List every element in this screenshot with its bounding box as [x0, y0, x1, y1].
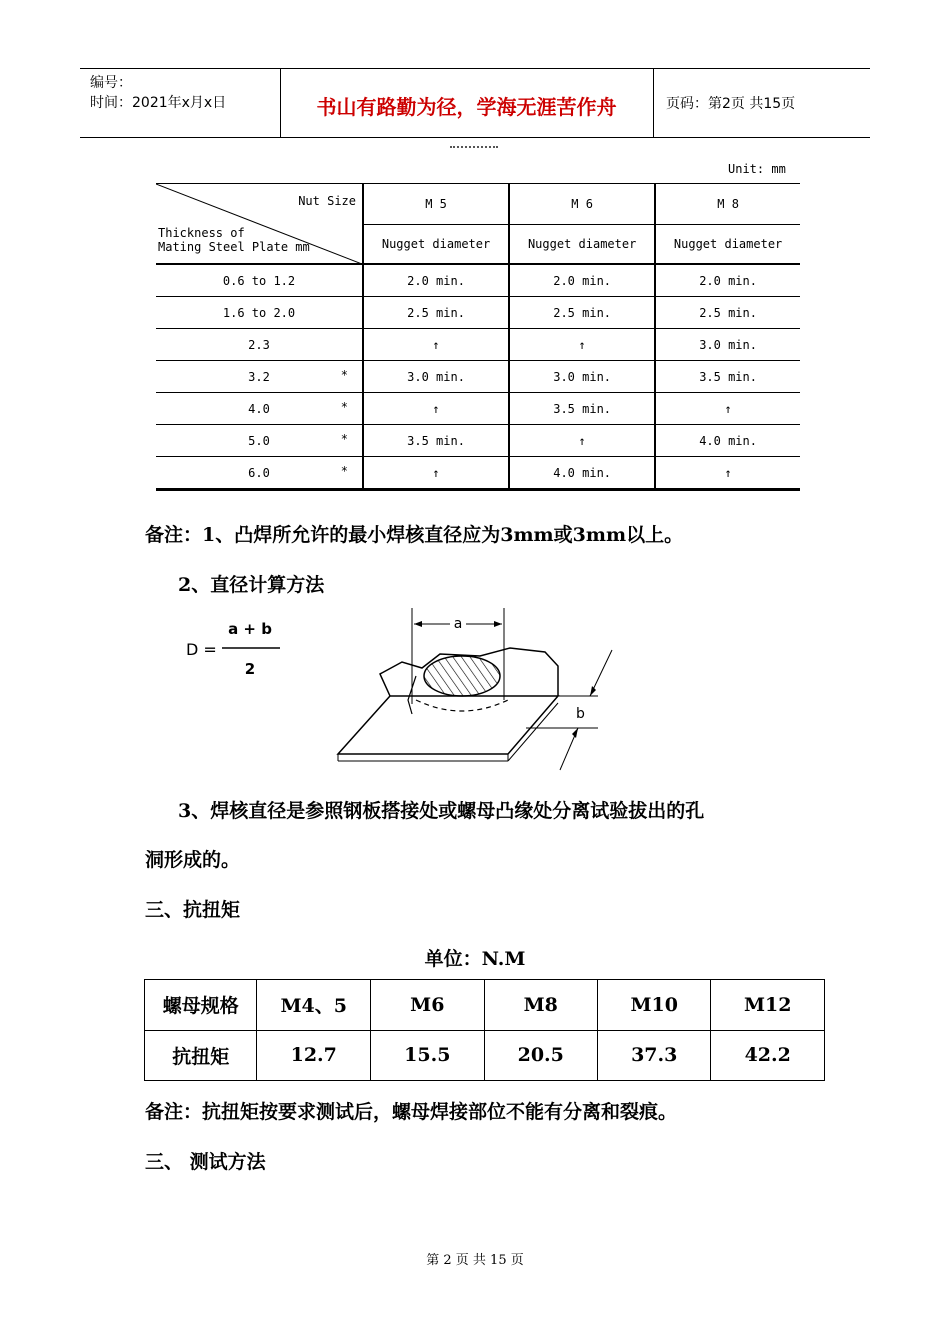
torque-heading: 三、抗扭矩 — [145, 899, 241, 921]
size-header-m6: M 6 — [509, 184, 655, 225]
date-label: 时间：2021年x月x日 — [90, 95, 227, 111]
weld-nugget-diagram — [330, 604, 630, 774]
test-method-heading: 三、 测试方法 — [145, 1151, 266, 1173]
note-2: 2、直径计算方法 — [178, 574, 325, 596]
note-1: 备注：1、凸焊所允许的最小焊核直径应为3mm或3mm以上。 — [145, 524, 684, 546]
table-row: 抗扭矩 12.7 15.5 20.5 37.3 42.2 — [145, 1030, 825, 1081]
header-divider — [653, 69, 654, 137]
weld-nugget — [424, 656, 500, 696]
header-meta — [90, 73, 226, 113]
nugget-diameter-table — [156, 183, 800, 491]
thickness-label: Thickness of Mating Steel Plate mm — [158, 226, 310, 254]
table-row: 6.0 * ↑ 4.0 min. ↑ — [156, 457, 800, 490]
note-3-continued: 洞形成的。 — [145, 849, 241, 871]
number-label: 编号： — [90, 75, 132, 91]
header-motto: 书山有路勤为径，学海无涯苦作舟 — [316, 95, 617, 119]
steel-plate — [338, 696, 558, 754]
page-footer: 第 2 页 共 15 页 — [426, 1253, 524, 1268]
formula-numerator: a + b — [228, 620, 272, 638]
formula-denominator: 2 — [244, 660, 256, 678]
table-row: 0.6 to 1.2 2.0 min. 2.0 min. 2.0 min. — [156, 264, 800, 297]
table-row: 螺母规格 M4、5 M6 M8 M10 M12 — [145, 980, 825, 1031]
diameter-formula — [180, 612, 300, 682]
torque-table — [144, 979, 825, 1081]
table-row: 4.0 * ↑ 3.5 min. ↑ — [156, 393, 800, 425]
table-corner-header — [156, 184, 363, 265]
label-b: b — [576, 706, 585, 722]
table-row: 5.0 * 3.5 min. ↑ 4.0 min. — [156, 425, 800, 457]
page-header — [80, 68, 870, 138]
table-row: 1.6 to 2.0 2.5 min. 2.5 min. 2.5 min. — [156, 297, 800, 329]
torque-note: 备注：抗扭矩按要求测试后，螺母焊接部位不能有分离和裂痕。 — [145, 1101, 678, 1123]
sub-header: Nugget diameter — [655, 225, 800, 265]
sub-header: Nugget diameter — [509, 225, 655, 265]
note-3: 3、焊核直径是参照钢板搭接处或螺母凸缘处分离试验拔出的孔 — [178, 800, 705, 822]
table-row: 3.2 * 3.0 min. 3.0 min. 3.5 min. — [156, 361, 800, 393]
nut-size-label: Nut Size — [298, 194, 356, 208]
size-header-m5: M 5 — [363, 184, 509, 225]
table-row: 2.3 ↑ ↑ 3.0 min. — [156, 329, 800, 361]
table-unit: Unit: mm — [728, 162, 786, 176]
row-label: 抗扭矩 — [145, 1030, 257, 1081]
label-a: a — [453, 616, 463, 632]
torque-unit: 单位：N.M — [424, 948, 526, 970]
formula-lhs: D = — [186, 640, 217, 659]
nugget-base — [416, 700, 508, 711]
size-header-m8: M 8 — [655, 184, 800, 225]
scan-artifact — [450, 146, 498, 152]
sub-header: Nugget diameter — [363, 225, 509, 265]
row-label: 螺母规格 — [145, 980, 257, 1031]
header-page-info: 页码：第2页 共15页 — [666, 96, 796, 112]
